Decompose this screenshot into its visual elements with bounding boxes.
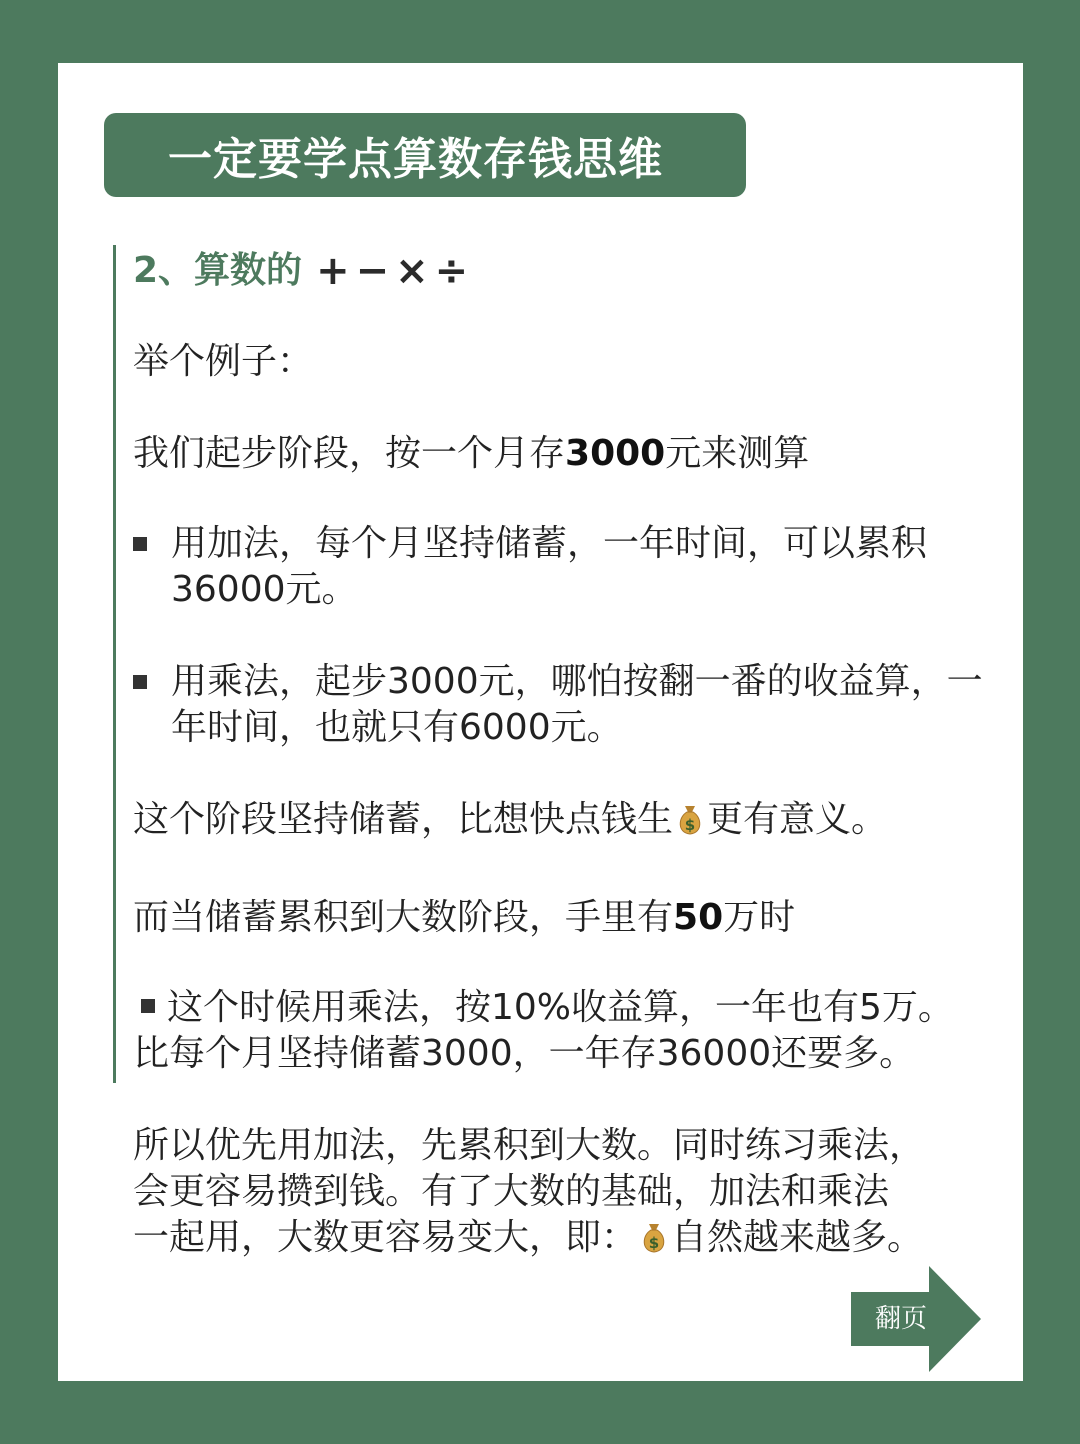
conclusion-line2: 会更容易攒到钱。有了大数的基础，加法和乘法 <box>133 1171 890 1212</box>
minus-operator: − <box>355 248 390 294</box>
big-prefix: 而当储蓄累积到大数阶段，手里有 <box>133 897 674 938</box>
big-suffix: 万时 <box>723 897 796 938</box>
setup-text <box>133 431 1003 477</box>
conclusion-line1: 所以优先用加法，先累积到大数。同时练习乘法， <box>133 1125 926 1166</box>
stage-suffix: 更有意义。 <box>707 799 888 840</box>
svg-text:$: $ <box>684 816 696 834</box>
setup-prefix: 我们起步阶段，按一个月存 <box>133 433 566 474</box>
list-item-addition <box>133 521 1003 613</box>
big-stage-line2: 比每个月坚持储蓄3000，一年存36000还要多。 <box>133 1033 916 1074</box>
math-operators <box>316 248 474 294</box>
setup-amount: 3000 <box>565 433 666 474</box>
conclusion-line3 <box>133 1215 1003 1267</box>
setup-suffix: 元来测算 <box>665 433 810 474</box>
conclusion-line3-suffix: 自然越来越多。 <box>671 1217 924 1258</box>
plus-operator: + <box>316 248 350 294</box>
addition-text: 用加法，每个月坚持储蓄，一年时间，可以累积36000元。 <box>171 523 928 610</box>
section-accent-bar <box>113 245 116 1083</box>
stage-text <box>133 797 1003 849</box>
title-banner <box>104 113 746 197</box>
big-stage-line1-text: 这个时候用乘法，按10%收益算，一年也有5万。 <box>167 987 954 1028</box>
section-heading <box>133 243 1003 299</box>
multiplication-text: 用乘法，起步3000元，哪怕按翻一番的收益算，一年时间，也就只有6000元。 <box>171 661 983 748</box>
square-bullet-icon <box>133 521 171 551</box>
next-page-button[interactable]: 翻页 <box>874 1304 927 1334</box>
page-title: 一定要学点算数存钱思维 <box>168 134 663 185</box>
content-card <box>58 63 1023 1381</box>
big-amount: 50 <box>673 897 724 938</box>
list-item-multiplication <box>133 659 1003 751</box>
multiply-operator: × <box>395 248 429 294</box>
money-bag-icon <box>675 803 705 849</box>
money-bag-icon <box>639 1221 669 1267</box>
svg-text:$: $ <box>648 1234 660 1252</box>
conclusion-line3-prefix: 一起用，大数更容易变大，即： <box>133 1217 638 1258</box>
stage-prefix: 这个阶段坚持储蓄，比想快点钱生 <box>133 799 674 840</box>
section-heading-label: 2、算数的 <box>133 250 303 291</box>
square-bullet-icon <box>141 999 155 1013</box>
square-bullet-icon <box>133 659 171 689</box>
big-stage-line1 <box>133 985 1003 1031</box>
big-number-text <box>133 895 1003 941</box>
divide-operator: ÷ <box>434 248 469 294</box>
intro-text: 举个例子： <box>133 341 314 382</box>
article-body <box>133 243 1003 1267</box>
